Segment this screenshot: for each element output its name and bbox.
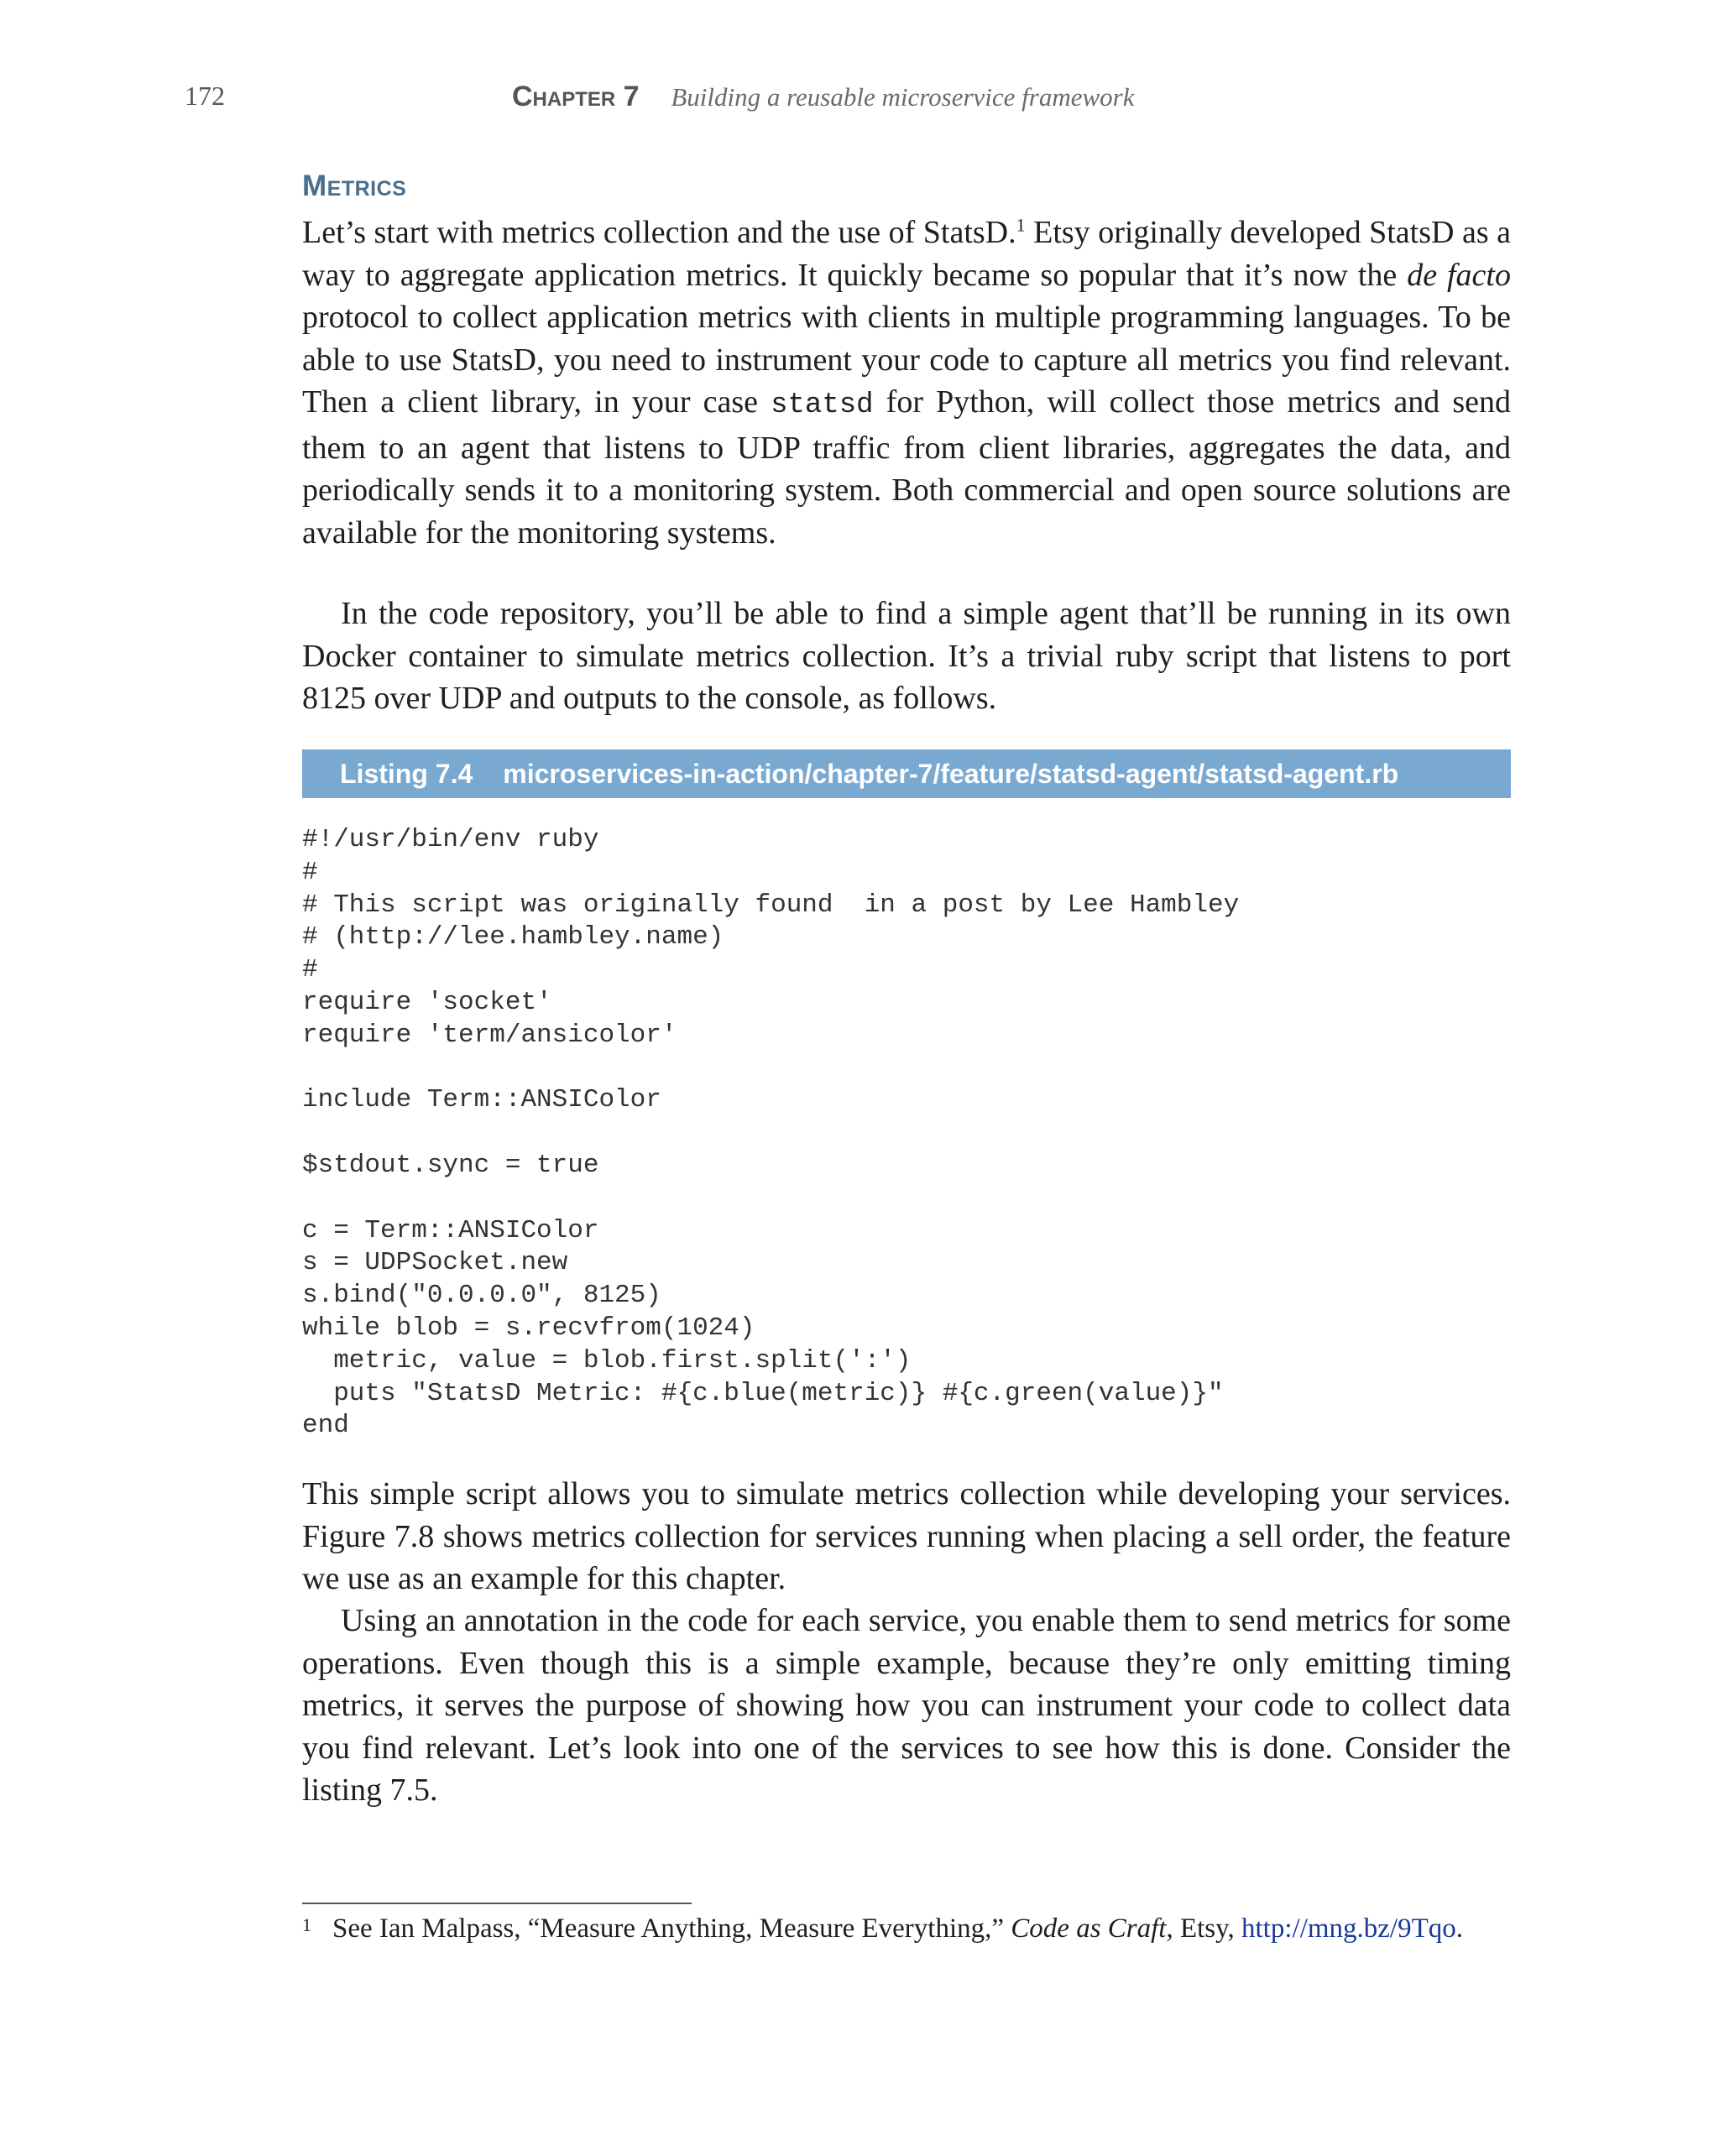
paragraph-annotation: Using an annotation in the code for each service, you enable them to send metrics for some operations. Even though this is a simple example, because they’re only emitting timing metrics, it serves the purpose of showing how you can instrument your code to collect data you find relevant. Let’s look into one of the services to see how this is done. Consider the listing 7.5. xyxy=(302,1603,1511,1808)
code-line: $stdout.sync = true xyxy=(302,1150,599,1180)
code-line: # xyxy=(302,955,318,985)
footnote-link[interactable]: http://mng.bz/9Tqo xyxy=(1241,1913,1456,1944)
code-line xyxy=(302,1182,1239,1215)
listing-path: microservices-in-action/chapter-7/feature/statsd-agent/statsd-agent.rb xyxy=(503,759,1399,789)
code-line: # xyxy=(302,857,318,887)
footnote-divider xyxy=(302,1903,692,1904)
footnote xyxy=(302,1912,1494,1945)
footnote-text-c: . xyxy=(1455,1913,1463,1944)
code-line: while blob = s.recvfrom(1024) xyxy=(302,1313,755,1343)
section-heading: Metrics xyxy=(302,170,407,202)
paragraph-code-repository: In the code repository, you’ll be able to find a simple agent that’ll be running in its own Docker container to simulate metrics collection. It’s a trivial ruby script that listens to port 8125 over UDP and outputs to the console, as follows. xyxy=(302,596,1511,716)
chapter-title: Building a reusable microservice framework xyxy=(671,82,1135,112)
page-number: 172 xyxy=(185,81,225,111)
para1-text-b: Etsy originally developed StatsD as a way to aggregate application metrics. It quickly became so popular that it’s now the xyxy=(302,215,1511,293)
code-line xyxy=(302,1117,1239,1150)
code-line: require 'socket' xyxy=(302,987,552,1017)
para1-text-c: protocol to collect application metrics with clients in multiple programming languages. To be able to use StatsD, you need to instrument your code to capture all metrics you find relevant. Then a client library, in your case xyxy=(302,300,1511,420)
inline-code-statsd: statsd xyxy=(771,389,874,421)
code-line: puts "StatsD Metric: #{c.blue(metric)} #{c.green(value)}" xyxy=(302,1378,1224,1408)
footnote-mark: 1 xyxy=(302,1914,311,1935)
code-line: s.bind("0.0.0.0", 8125) xyxy=(302,1281,661,1311)
footnote-body xyxy=(302,1912,1494,1945)
code-line xyxy=(302,1052,1239,1085)
para1-text-a: Let’s start with metrics collection and the use of StatsD. xyxy=(302,215,1016,250)
listing-number: Listing 7.4 xyxy=(340,759,473,789)
code-line: end xyxy=(302,1411,349,1441)
footnote-reference: 1 xyxy=(1016,214,1026,236)
code-line: # This script was originally found in a post by Lee Hambley xyxy=(302,890,1240,920)
running-head xyxy=(512,81,1135,113)
code-line: c = Term::ANSIColor xyxy=(302,1215,599,1245)
footnote-text-a: See Ian Malpass, “Measure Anything, Measure Everything,” xyxy=(332,1913,1011,1944)
para1-text-d: for Python, will collect those metrics and send them to an agent that listens to UDP traffic from client libraries, aggregates the data, and periodically sends it to a monitoring system. Both commercial and open source solutions are available for the monitoring systems. xyxy=(302,384,1511,551)
code-listing xyxy=(302,824,1239,1443)
code-line: include Term::ANSIColor xyxy=(302,1085,661,1115)
chapter-label: Chapter 7 xyxy=(512,81,640,112)
footnote-emphasis: Code as Craft xyxy=(1011,1913,1167,1944)
code-line: #!/usr/bin/env ruby xyxy=(302,825,599,854)
para1-emphasis: de facto xyxy=(1407,257,1511,293)
code-line: require 'term/ansicolor' xyxy=(302,1020,677,1050)
code-line: # (http://lee.hambley.name) xyxy=(302,922,724,953)
listing-caption-bar xyxy=(302,749,1511,798)
paragraph-metrics-intro xyxy=(302,211,1511,554)
code-line: s = UDPSocket.new xyxy=(302,1248,568,1278)
code-line: metric, value = blob.first.split(':') xyxy=(302,1345,912,1376)
paragraph-simulate-metrics: This simple script allows you to simulate metrics collection while developing your services. Figure 7.8 shows metrics collection for services running when placing a sell order, the feature we use as an example for this chapter. xyxy=(302,1476,1511,1596)
footnote-text-b: , Etsy, xyxy=(1166,1913,1242,1944)
